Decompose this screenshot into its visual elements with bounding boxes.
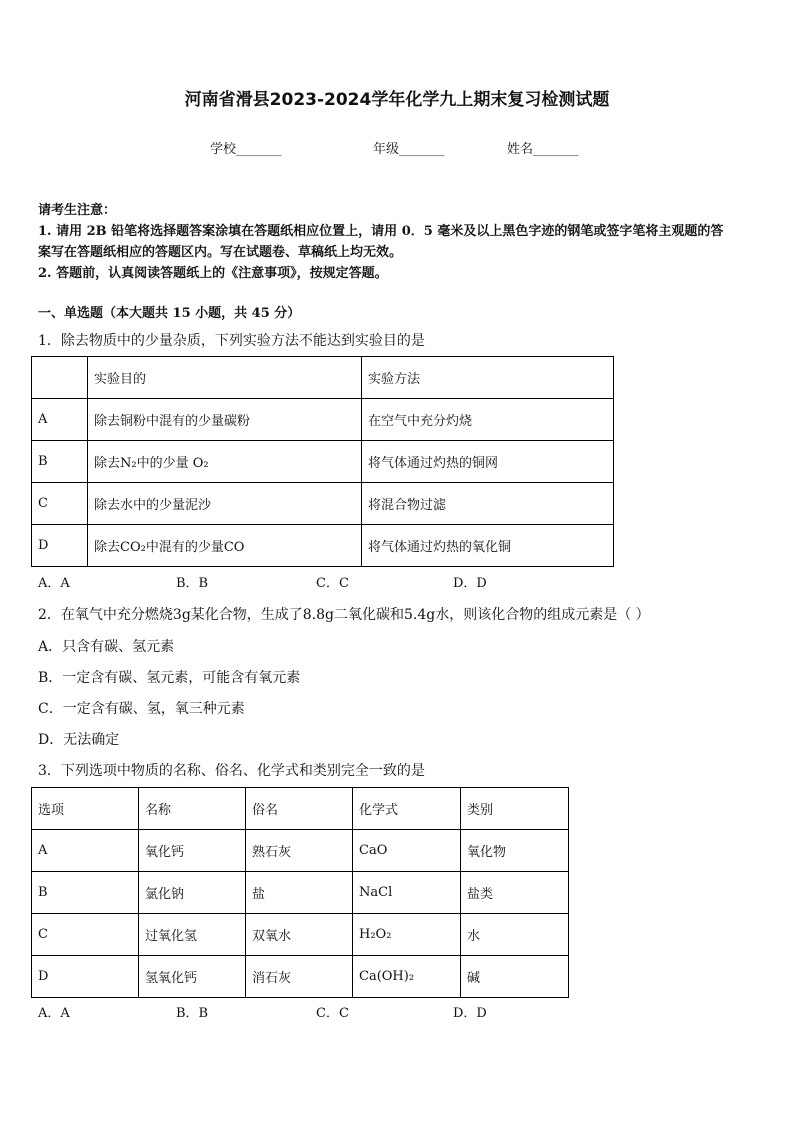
grade-field: 年级_______ <box>373 142 445 157</box>
table-cell: D <box>32 525 88 567</box>
question-3-stem: 3．下列选项中物质的名称、俗名、化学式和类别完全一致的是 <box>38 763 425 779</box>
table-cell: 盐 <box>246 872 353 914</box>
school-field: 学校_______ <box>210 142 282 157</box>
question-3-table <box>31 787 569 998</box>
question-2-option-c: C．一定含有碳、氢，氧三种元素 <box>38 701 245 717</box>
question-1-option-a: A．A <box>38 576 70 591</box>
table-cell: 除去水中的少量泥沙 <box>88 483 362 525</box>
question-1-option-c: C．C <box>316 576 349 591</box>
table-row <box>32 483 614 525</box>
table-header-row <box>32 357 614 399</box>
table-cell: A <box>32 830 139 872</box>
table-row <box>32 956 569 998</box>
table-cell: 实验方法 <box>362 357 614 399</box>
question-2-option-d: D．无法确定 <box>38 732 120 748</box>
page-title: 河南省滑县2023-2024学年化学九上期末复习检测试题 <box>184 90 610 110</box>
table-cell: 熟石灰 <box>246 830 353 872</box>
table-cell: 过氧化氢 <box>139 914 246 956</box>
table-cell: 将气体通过灼热的氧化铜 <box>362 525 614 567</box>
table-cell: 双氧水 <box>246 914 353 956</box>
table-row <box>32 441 614 483</box>
table-row <box>32 872 569 914</box>
table-cell: C <box>32 914 139 956</box>
table-cell: C <box>32 483 88 525</box>
table-cell: 水 <box>461 914 569 956</box>
table-cell: 实验目的 <box>88 357 362 399</box>
table-cell: 选项 <box>32 788 139 830</box>
name-field: 姓名_______ <box>507 142 579 157</box>
question-1-stem: 1．除去物质中的少量杂质，下列实验方法不能达到实验目的是 <box>38 333 425 349</box>
question-1-option-d: D．D <box>453 576 487 591</box>
table-cell: 碱 <box>461 956 569 998</box>
table-cell: 消石灰 <box>246 956 353 998</box>
table-cell: 除去铜粉中混有的少量碳粉 <box>88 399 362 441</box>
table-cell: 氢氧化钙 <box>139 956 246 998</box>
notice-line: 2. 答题前，认真阅读答题纸上的《注意事项》，按规定答题。 <box>38 266 388 281</box>
table-cell: 氧化钙 <box>139 830 246 872</box>
question-3-option-c: C．C <box>316 1006 349 1021</box>
table-cell: H₂O₂ <box>353 914 461 956</box>
table-cell: 化学式 <box>353 788 461 830</box>
table-cell: 类别 <box>461 788 569 830</box>
notice-line: 案写在答题纸相应的答题区内。写在试题卷、草稿纸上均无效。 <box>38 245 403 260</box>
question-2-option-a: A．只含有碳、氢元素 <box>38 639 175 655</box>
table-cell: 除去N₂中的少量 O₂ <box>88 441 362 483</box>
table-cell: 氯化钠 <box>139 872 246 914</box>
table-cell: B <box>32 441 88 483</box>
table-cell: 盐类 <box>461 872 569 914</box>
table-row <box>32 399 614 441</box>
table-cell: 俗名 <box>246 788 353 830</box>
table-cell: NaCl <box>353 872 461 914</box>
table-row <box>32 830 569 872</box>
notice-heading: 请考生注意： <box>38 203 117 218</box>
section-title: 一、单选题（本大题共 15 小题，共 45 分） <box>38 306 301 321</box>
question-3-option-b: B．B <box>176 1006 209 1021</box>
table-cell: 在空气中充分灼烧 <box>362 399 614 441</box>
table-cell: D <box>32 956 139 998</box>
notice-line: 1. 请用 2B 铅笔将选择题答案涂填在答题纸相应位置上，请用 0．5 毫米及以上黑色字迹的钢笔或签字笔将主观题的答 <box>38 224 724 239</box>
table-cell: 将混合物过滤 <box>362 483 614 525</box>
table-header-row <box>32 788 569 830</box>
table-cell: 名称 <box>139 788 246 830</box>
question-1-table <box>31 356 614 567</box>
question-3-option-a: A．A <box>38 1006 70 1021</box>
question-1-option-b: B．B <box>176 576 209 591</box>
table-cell: 除去CO₂中混有的少量CO <box>88 525 362 567</box>
table-cell: 氧化物 <box>461 830 569 872</box>
question-2-option-b: B．一定含有碳、氢元素，可能含有氧元素 <box>38 670 301 686</box>
table-cell: Ca(OH)₂ <box>353 956 461 998</box>
table-cell: A <box>32 399 88 441</box>
table-row <box>32 525 614 567</box>
table-cell: CaO <box>353 830 461 872</box>
table-cell <box>32 357 88 399</box>
table-cell: B <box>32 872 139 914</box>
question-3-option-d: D．D <box>453 1006 487 1021</box>
table-row <box>32 914 569 956</box>
table-cell: 将气体通过灼热的铜网 <box>362 441 614 483</box>
question-2-stem: 2．在氧气中充分燃烧3g某化合物，生成了8.8g二氧化碳和5.4g水，则该化合物的组成元素是（ ） <box>38 607 650 623</box>
